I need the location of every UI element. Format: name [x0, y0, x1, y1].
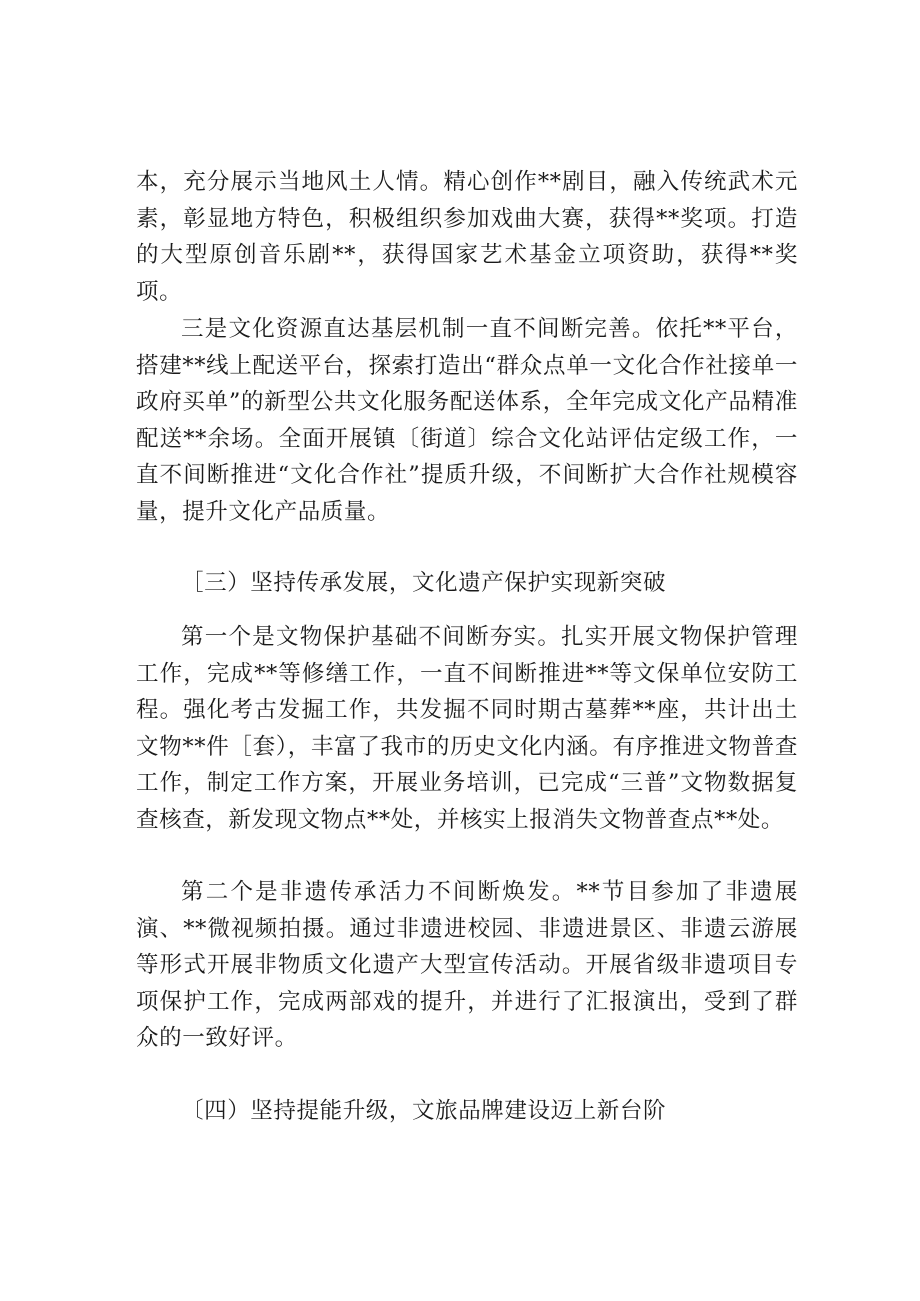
paragraph-grassroots-mechanism — [136, 311, 798, 530]
paragraph-text: 三是文化资源直达基层机制一直不间断完善。依托**平台，搭建**线上配送平台，探索打造出“群众点单一文化合作社接单一政府买单”的新型公共文化服务配送体系，全年完成文化产品精准配送**余场。全面开展镇〔街道〕综合文化站评估定级工作，一直不间断推进“文化合作社”提质升级，不间断扩大合作社规模容量，提升文化产品质量。 — [136, 316, 798, 525]
section-heading-three: ［三）坚持传承发展，文化遗产保护实现新突破 — [181, 570, 667, 596]
paragraph-text: 第二个是非遗传承活力不间断焕发。**节目参加了非遗展演、**微视频拍摄。通过非遗进校园、非遗进景区、非遗云游展等形式开展非物质文化遗产大型宣传活动。开展省级非遗项目专项保护工作，完成两部戏的提升，并进行了汇报演出，受到了群众的一致好评。 — [136, 879, 798, 1051]
section-heading-four: 〔四）坚持提能升级，文旅品牌建设迈上新台阶 — [181, 1098, 667, 1124]
paragraph-intangible-heritage — [136, 874, 798, 1057]
paragraph-continuation — [136, 164, 798, 310]
paragraph-text: 第一个是文物保护基础不间断夯实。扎实开展文物保护管理工作，完成**等修缮工作，一直不间断推进**等文保单位安防工程。强化考古发掘工作，共发掘不同时期古墓葬**座，共计出土文物**件［套），丰富了我市的历史文化内涵。有序推进文物普查工作，制定工作方案，开展业务培训，已完成“三普”文物数据复查核查，新发现文物点**处，并核实上报消失文物普查点**处。 — [136, 624, 798, 833]
paragraph-text: 本，充分展示当地风土人情。精心创作**剧目，融入传统武术元素，彰显地方特色，积极组织参加戏曲大赛，获得**奖项。打造的大型原创音乐剧**，获得国家艺术基金立项资助，获得**奖项。 — [136, 169, 798, 305]
paragraph-relic-protection — [136, 619, 798, 838]
